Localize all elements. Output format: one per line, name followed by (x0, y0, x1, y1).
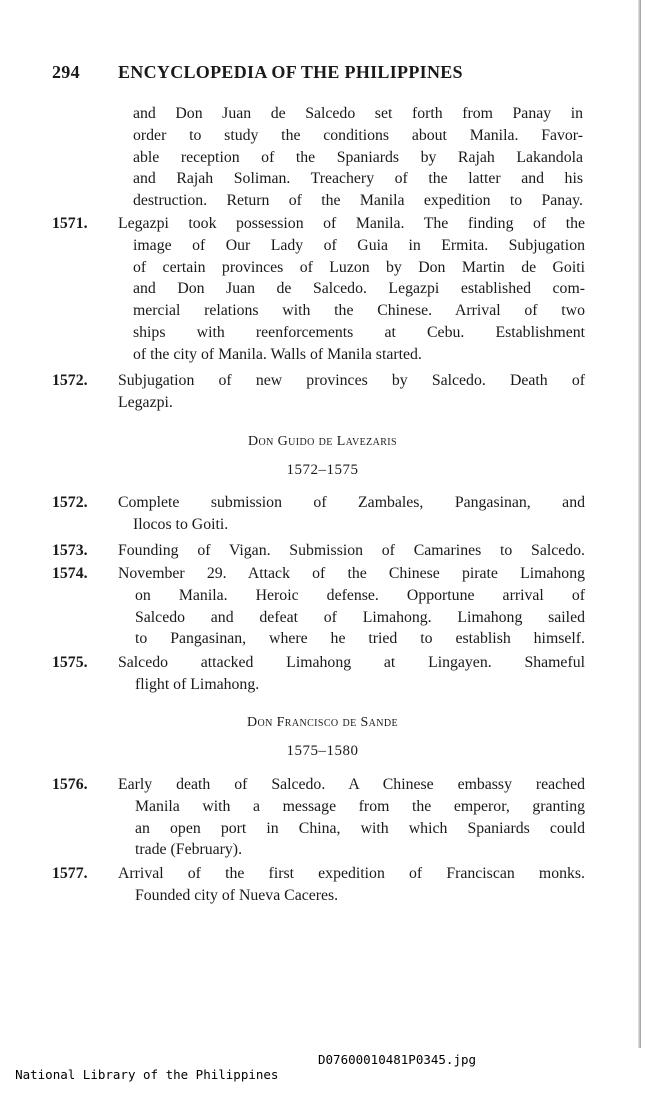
entry-text (118, 563, 585, 650)
section-heading: Don Guido de Lavezaris (248, 434, 397, 449)
running-header (52, 62, 463, 83)
entry-year: 1572. (52, 494, 88, 511)
text-line: able reception of the Spaniards by Rajah Lakandola (133, 148, 583, 166)
text-line: Complete submission of Zambales, Pangasinan, and (118, 494, 585, 511)
text-line: image of Our Lady of Guia in Ermita. Subjugation (133, 236, 585, 254)
text-line: an open port in China, with which Spaniards could (135, 819, 585, 837)
chronology-entry (52, 774, 586, 861)
chronology-entry (52, 652, 586, 696)
chronology-entry (52, 492, 586, 536)
entry-text (118, 213, 585, 366)
text-line: Legazpi took possession of Manila. The finding of the (118, 215, 585, 232)
text-line: on Manila. Heroic defense. Opportune arrival of (135, 586, 585, 604)
text-line: order to study the conditions about Manila. Favor- (133, 126, 583, 144)
text-line: Salcedo and defeat of Limahong. Limahong sailed (135, 608, 585, 626)
text-line: and Rajah Soliman. Treachery of the latter and his (133, 170, 583, 188)
footer-filename: D07600010481P0345.jpg (318, 1052, 477, 1067)
text-line: Arrival of the first expedition of Franciscan monks. (118, 865, 585, 882)
text-line: to Pangasinan, where he tried to establish himself. (135, 630, 585, 648)
text-line: of certain provinces of Luzon by Don Martin de Goiti (133, 258, 585, 276)
chronology-entry (52, 370, 586, 414)
section-heading: Don Francisco de Sande (246, 715, 399, 730)
text-line: ships with reenforcements at Cebu. Establishment (133, 323, 585, 341)
text-line: Ilocos to Goiti. (133, 515, 229, 533)
entry-year: 1574. (52, 565, 88, 582)
entry-year: 1572. (52, 372, 88, 389)
entry-year: 1577. (52, 865, 88, 882)
chronology-entry (52, 863, 586, 907)
intro-paragraph (133, 103, 583, 212)
text-line: mercial relations with the Chinese. Arrival of two (133, 302, 585, 320)
entry-text (118, 863, 585, 907)
text-line: Salcedo attacked Limahong at Lingayen. Shameful (118, 654, 585, 671)
entry-text (118, 540, 585, 562)
footer-source: National Library of the Philippines (15, 1067, 279, 1082)
text-line: and Don Juan de Salcedo set forth from Panay in (133, 105, 583, 122)
text-line: Founding of Vigan. Submission of Camarines to Salcedo. (118, 542, 585, 559)
entry-text (118, 492, 585, 536)
section-years: 1572–1575 (286, 462, 359, 478)
entry-year: 1573. (52, 542, 88, 559)
text-line: trade (February). (135, 841, 243, 859)
scan-footer (0, 1052, 645, 1097)
entry-year: 1576. (52, 776, 88, 793)
text-line: Early death of Salcedo. A Chinese embassy reached (118, 776, 585, 793)
page-number: 294 (52, 62, 80, 82)
text-line: November 29. Attack of the Chinese pirate Limahong (118, 565, 585, 582)
entry-text (118, 774, 585, 861)
entry-text (118, 652, 585, 696)
text-line: of the city of Manila. Walls of Manila started. (133, 345, 422, 363)
text-line: and Don Juan de Salcedo. Legazpi established com- (133, 280, 585, 298)
text-line: Legazpi. (118, 393, 173, 411)
entry-year: 1575. (52, 654, 88, 671)
text-line: Manila with a message from the emperor, granting (135, 797, 585, 815)
text-line: Subjugation of new provinces by Salcedo. Death of (118, 372, 585, 389)
text-line: destruction. Return of the Manila expedition to Panay. (133, 192, 583, 210)
section-years: 1575–1580 (286, 743, 359, 759)
text-line: Founded city of Nueva Caceres. (135, 886, 339, 904)
text-line: flight of Limahong. (135, 675, 260, 693)
chronology-entry (52, 563, 586, 650)
page-edge (638, 0, 641, 1048)
entry-year: 1571. (52, 215, 88, 232)
running-title: ENCYCLOPEDIA OF THE PHILIPPINES (118, 62, 463, 82)
chronology-entry (52, 540, 586, 562)
chronology-entry (52, 213, 586, 366)
entry-text (118, 370, 585, 414)
